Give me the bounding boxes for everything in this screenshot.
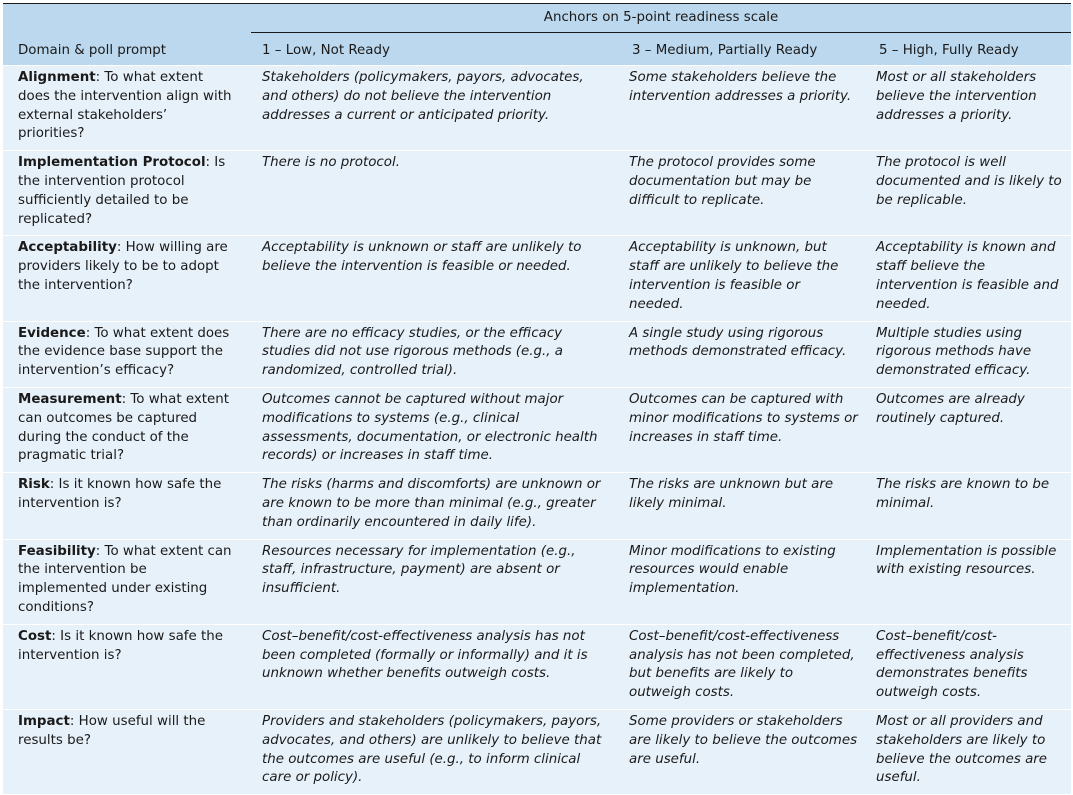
domain-name: Impact (18, 713, 70, 729)
high-anchor-cell: Cost–benefit/cost-effectiveness analysis demonstrates benefits outweigh costs. (864, 624, 1071, 709)
domain-cell (3, 624, 247, 709)
low-anchor-cell: Providers and stakeholders (policymakers, payors, advocates, and others) are unlikely to believe that the outcomes are useful (e.g., to inform clinical care or policy). (247, 709, 617, 794)
domain-cell (3, 387, 247, 472)
domain-cell (3, 151, 247, 236)
medium-anchor-cell: Cost–benefit/cost-effectiveness analysis has not been completed, but benefits are likely to outweigh costs. (617, 624, 864, 709)
medium-anchor-cell: Some stakeholders believe the intervention addresses a priority. (617, 66, 864, 151)
medium-anchor-cell: Minor modifications to existing resources would enable implementation. (617, 539, 864, 624)
table-row-measurement (3, 387, 1071, 472)
domain-name: Acceptability (18, 240, 117, 256)
domain-name: Evidence (18, 325, 86, 341)
low-anchor-cell: Outcomes cannot be captured without major modifications to systems (e.g., clinical assessments, documentation, or electronic health records) or increases in staff time. (247, 387, 617, 472)
medium-anchor-cell: Some providers or stakeholders are likely to believe the outcomes are useful. (617, 709, 864, 794)
medium-anchor-cell: Acceptability is unknown, but staff are unlikely to believe the intervention is feasible or needed. (617, 236, 864, 321)
table-row-acceptability (3, 236, 1071, 321)
domain-cell (3, 321, 247, 387)
readiness-table (3, 3, 1071, 795)
anchors-group-title: Anchors on 5-point readiness scale (251, 5, 1071, 34)
medium-anchor-cell: Outcomes can be captured with minor modifications to systems or increases in staff time. (617, 387, 864, 472)
high-anchor-cell: The risks are known to be minimal. (864, 473, 1071, 539)
domain-cell (3, 539, 247, 624)
high-anchor-cell: Acceptability is known and staff believe the intervention is feasible and needed. (864, 236, 1071, 321)
table-row-feasibility (3, 539, 1071, 624)
medium-anchor-cell: A single study using rigorous methods demonstrated efficacy. (617, 321, 864, 387)
table-row-impact (3, 709, 1071, 794)
poll-prompt: : Is it known how safe the intervention is? (18, 628, 223, 663)
domain-name: Measurement (18, 391, 122, 407)
poll-prompt: : To what extent does the intervention align with external stakeholders’ priorities? (18, 70, 232, 142)
poll-prompt: : To what extent can outcomes be captured during the conduct of the pragmatic trial? (18, 391, 230, 464)
medium-column-header: 3 – Medium, Partially Ready (617, 34, 864, 66)
domain-name: Alignment (18, 70, 96, 85)
domain-name: Cost (18, 628, 52, 644)
poll-prompt: : How useful will the results be? (18, 713, 206, 748)
high-anchor-cell: The protocol is well documented and is likely to be replicable. (864, 151, 1071, 236)
low-anchor-cell: There is no protocol. (247, 151, 617, 236)
table-row-risk (3, 473, 1071, 539)
domain-cell (3, 473, 247, 539)
anchors-group-header (247, 4, 1071, 35)
high-anchor-cell: Implementation is possible with existing resources. (864, 539, 1071, 624)
domain-name: Implementation Protocol (18, 155, 206, 171)
domain-cell (3, 236, 247, 321)
high-anchor-cell: Outcomes are already routinely captured. (864, 387, 1071, 472)
high-anchor-cell: Most or all providers and stakeholders are likely to believe the outcomes are useful. (864, 709, 1071, 794)
low-anchor-cell: The risks (harms and discomforts) are unknown or are known to be more than minimal (e.g., greater than ordinarily encountered in daily life). (247, 473, 617, 539)
low-anchor-cell: There are no efficacy studies, or the efficacy studies did not use rigorous methods (e.g., a randomized, controlled trial). (247, 321, 617, 387)
medium-anchor-cell: The protocol provides some documentation but may be difficult to replicate. (617, 151, 864, 236)
domain-name: Risk (18, 477, 50, 493)
domain-column-header: Domain & poll prompt (3, 4, 247, 66)
table-header (3, 4, 1071, 66)
low-anchor-cell: Acceptability is unknown or staff are unlikely to believe the intervention is feasible or needed. (247, 236, 617, 321)
low-anchor-cell: Resources necessary for implementation (e.g., staff, infrastructure, payment) are absent or insufficient. (247, 539, 617, 624)
table-row-alignment (3, 66, 1071, 151)
poll-prompt: : How willing are providers likely to be to adopt the intervention? (18, 240, 228, 293)
high-column-header: 5 – High, Fully Ready (864, 34, 1071, 66)
high-anchor-cell: Most or all stakeholders believe the intervention addresses a priority. (864, 66, 1071, 151)
medium-anchor-cell: The risks are unknown but are likely minimal. (617, 473, 864, 539)
domain-name: Feasibility (18, 543, 96, 559)
poll-prompt: : Is it known how safe the intervention is? (18, 477, 222, 511)
poll-prompt: : To what extent can the intervention be implemented under existing conditions? (18, 543, 232, 615)
low-anchor-cell: Cost–benefit/cost-effectiveness analysis has not been completed (formally or informally) and it is unknown whether benefits outweigh costs. (247, 624, 617, 709)
low-anchor-cell: Stakeholders (policymakers, payors, advocates, and others) do not believe the intervention addresses a current or anticipated priority. (247, 66, 617, 151)
domain-cell (3, 66, 247, 151)
table-row-evidence (3, 321, 1071, 387)
table-row-cost (3, 624, 1071, 709)
table-row-implementation-protocol (3, 151, 1071, 236)
poll-prompt: : Is the intervention protocol sufficiently detailed to be replicated? (18, 155, 226, 227)
table-body (3, 66, 1071, 795)
poll-prompt: : To what extent does the evidence base support the intervention’s efficacy? (18, 325, 230, 379)
low-column-header: 1 – Low, Not Ready (247, 34, 617, 66)
domain-cell (3, 709, 247, 794)
high-anchor-cell: Multiple studies using rigorous methods have demonstrated efficacy. (864, 321, 1071, 387)
